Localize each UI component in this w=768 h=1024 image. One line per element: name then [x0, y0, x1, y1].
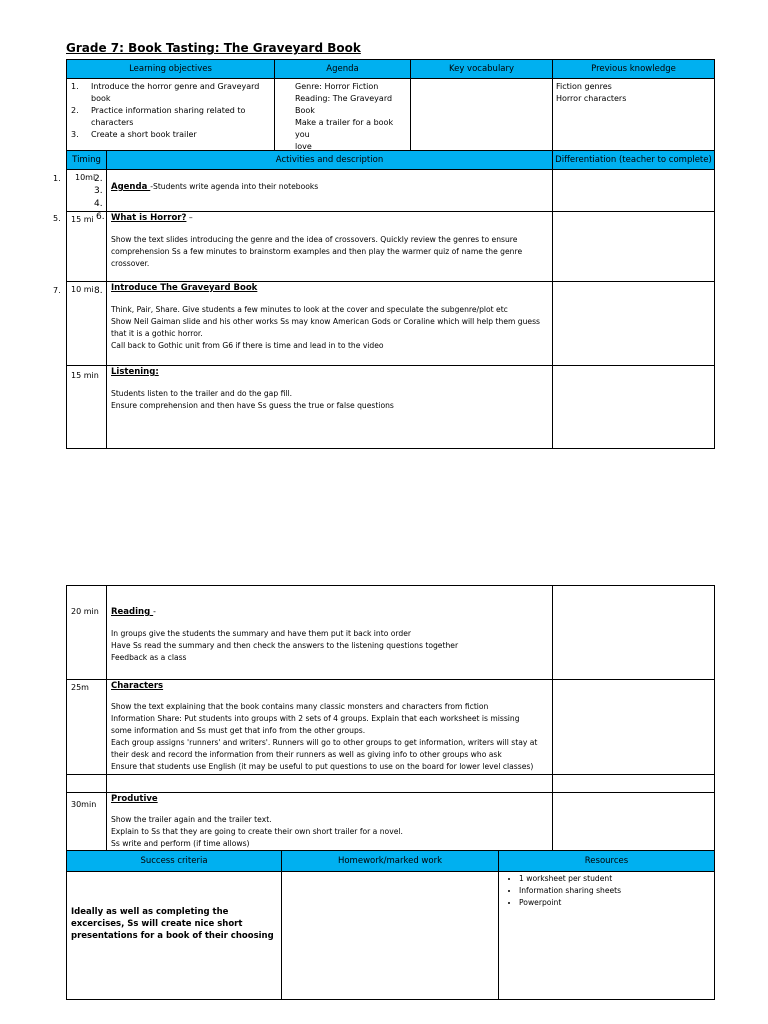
previous-knowledge-line: Fiction genres [556, 82, 612, 91]
list-number: 4. [94, 199, 103, 209]
activity-line: Have Ss read the summary and then check the answers to the listening questions together [111, 641, 459, 650]
timing-text: 15 min [71, 371, 99, 380]
activity-line: Ss write and perform (if time allows) [111, 839, 250, 848]
list-number: 8. [94, 286, 103, 296]
homework-cell [282, 872, 499, 1000]
resource-item: • Information sharing sheets [519, 885, 712, 897]
success-criteria-cell: Ideally as well as completing the excercises, Ss will create nice short presentations for a book of their choosing [67, 872, 282, 1000]
differentiation-cell [553, 170, 715, 212]
objective-number: 3. [71, 130, 79, 139]
agenda-line: love [295, 142, 312, 151]
activity-cell [107, 680, 553, 775]
activity-heading: Introduce The Graveyard Book [111, 283, 258, 293]
activity-inline-text: – [186, 213, 193, 222]
timing-text: 10 mi [71, 285, 94, 294]
activity-cell [107, 793, 553, 851]
objective-text: Create a short book trailer [91, 130, 197, 139]
header-success-criteria: Success criteria [67, 851, 282, 872]
empty-cell [553, 775, 715, 793]
activity-cell [107, 282, 553, 366]
list-number: 1. [53, 174, 61, 183]
list-number: 2. [94, 174, 103, 184]
activity-cell [107, 586, 553, 680]
activity-line: their desk and record the information from their runners as well as giving info to other groups who ask [111, 750, 502, 759]
timing-text: 20 min [71, 607, 99, 616]
activity-cell [107, 366, 553, 449]
activity-inline-text: - [153, 607, 156, 616]
activity-heading: What is Horror? [111, 213, 187, 223]
resource-item: • Powerpoint [519, 897, 712, 909]
activity-line: that it is a gothic horror. [111, 329, 203, 338]
agenda-line: Book [295, 106, 315, 115]
list-number: 7. [53, 286, 61, 295]
agenda-line: Reading: The Graveyard [295, 94, 393, 103]
activity-line: Explain to Ss that they are going to create their own short trailer for a novel. [111, 827, 403, 836]
activity-line: Call back to Gothic unit from G6 if there is time and lead in to the video [111, 341, 384, 350]
timing-text: 25m [71, 683, 89, 692]
activity-line: Ensure comprehension and then have Ss guess the true or false questions [111, 401, 394, 410]
differentiation-cell [553, 586, 715, 680]
activity-line: some information and Ss must get that info from the other groups. [111, 726, 366, 735]
activity-line: Each group assigns 'runners' and writers'. Runners will go to other groups to get information, writers will stay at [111, 738, 538, 747]
activity-line: Show Neil Gaiman slide and his other works Ss may know American Gods or Coraline which will help them guess [111, 317, 541, 326]
activity-line: In groups give the students the summary and have them put it back into order [111, 629, 412, 638]
plan-table-2 [66, 585, 715, 851]
differentiation-cell [553, 793, 715, 851]
objective-number: 1. [71, 82, 79, 91]
objective-text: Introduce the horror genre and Graveyard [91, 82, 260, 91]
activity-heading: Reading [111, 607, 154, 617]
timing-cell [67, 586, 107, 680]
assessment-table [66, 850, 715, 1000]
activity-heading: Agenda [111, 182, 151, 192]
objective-number: 2. [71, 106, 79, 115]
objectives-cell [67, 79, 275, 156]
timing-text: 10mi [75, 173, 96, 182]
timing-text: 15 mi [71, 215, 94, 224]
agenda-line: Make a trailer for a book you [295, 118, 394, 139]
agenda-line: Genre: Horror Fiction [295, 82, 379, 91]
page-title: Grade 7: Book Tasting: The Graveyard Book [66, 41, 361, 55]
header-homework: Homework/marked work [282, 851, 499, 872]
objective-text: characters [91, 118, 134, 127]
differentiation-cell [553, 282, 715, 366]
header-activities: Activities and description [107, 151, 553, 170]
activity-line: Show the text slides introducing the genre and the idea of crossovers. Quickly review the genres to ensure [111, 235, 518, 244]
header-timing: Timing [67, 151, 107, 170]
objective-text: Practice information sharing related to [91, 106, 246, 115]
activity-line: crossover. [111, 259, 150, 268]
agenda-cell [275, 79, 411, 156]
activity-heading: Listening: [111, 367, 159, 377]
plan-table-1 [66, 150, 715, 449]
differentiation-cell [553, 212, 715, 282]
activity-heading: Characters [111, 681, 164, 691]
resource-item: • 1 worksheet per student [519, 873, 712, 885]
header-key-vocabulary: Key vocabulary [411, 60, 553, 79]
activity-line: Ensure that students use English (it may be useful to put questions to use on the board for lower level classes) [111, 762, 534, 771]
list-number: 6. [96, 212, 105, 222]
list-number: 3. [94, 186, 103, 196]
header-learning-objectives: Learning objectives [67, 60, 275, 79]
header-previous-knowledge: Previous knowledge [553, 60, 715, 79]
timing-cell [67, 212, 107, 282]
differentiation-cell [553, 680, 715, 775]
timing-text: 30min [71, 800, 97, 809]
list-number: 5. [53, 214, 61, 223]
timing-cell [67, 793, 107, 851]
empty-cell [67, 775, 107, 793]
objective-text: book [91, 94, 111, 103]
activity-line: Information Share: Put students into groups with 2 sets of 4 groups. Explain that each worksheet is missing [111, 714, 520, 723]
previous-knowledge-line: Horror characters [556, 94, 627, 103]
activity-cell [107, 212, 553, 282]
key-vocabulary-cell [411, 79, 553, 156]
activity-line: comprehension Ss a few minutes to brainstorm examples and then play the warmer quiz of name the genre [111, 247, 523, 256]
timing-cell [67, 680, 107, 775]
overview-table [66, 59, 715, 161]
activity-line: Show the text explaining that the book contains many classic monsters and characters from fiction [111, 702, 489, 711]
activity-inline-text: -Students write agenda into their notebooks [150, 182, 319, 191]
previous-knowledge-cell [553, 79, 715, 156]
activity-line: Students listen to the trailer and do the gap fill. [111, 389, 292, 398]
resources-cell [499, 872, 715, 1000]
empty-cell [107, 775, 553, 793]
header-resources: Resources [499, 851, 715, 872]
activity-line: Think, Pair, Share. Give students a few minutes to look at the cover and speculate the subgenre/plot etc [111, 305, 508, 314]
timing-cell [67, 366, 107, 449]
differentiation-cell [553, 366, 715, 449]
activity-line: Feedback as a class [111, 653, 187, 662]
activity-heading: Produtive [111, 794, 158, 804]
header-differentiation: Differentiation (teacher to complete) [553, 151, 715, 170]
header-agenda: Agenda [275, 60, 411, 79]
activity-cell [107, 170, 553, 212]
activity-line: Show the trailer again and the trailer text. [111, 815, 272, 824]
